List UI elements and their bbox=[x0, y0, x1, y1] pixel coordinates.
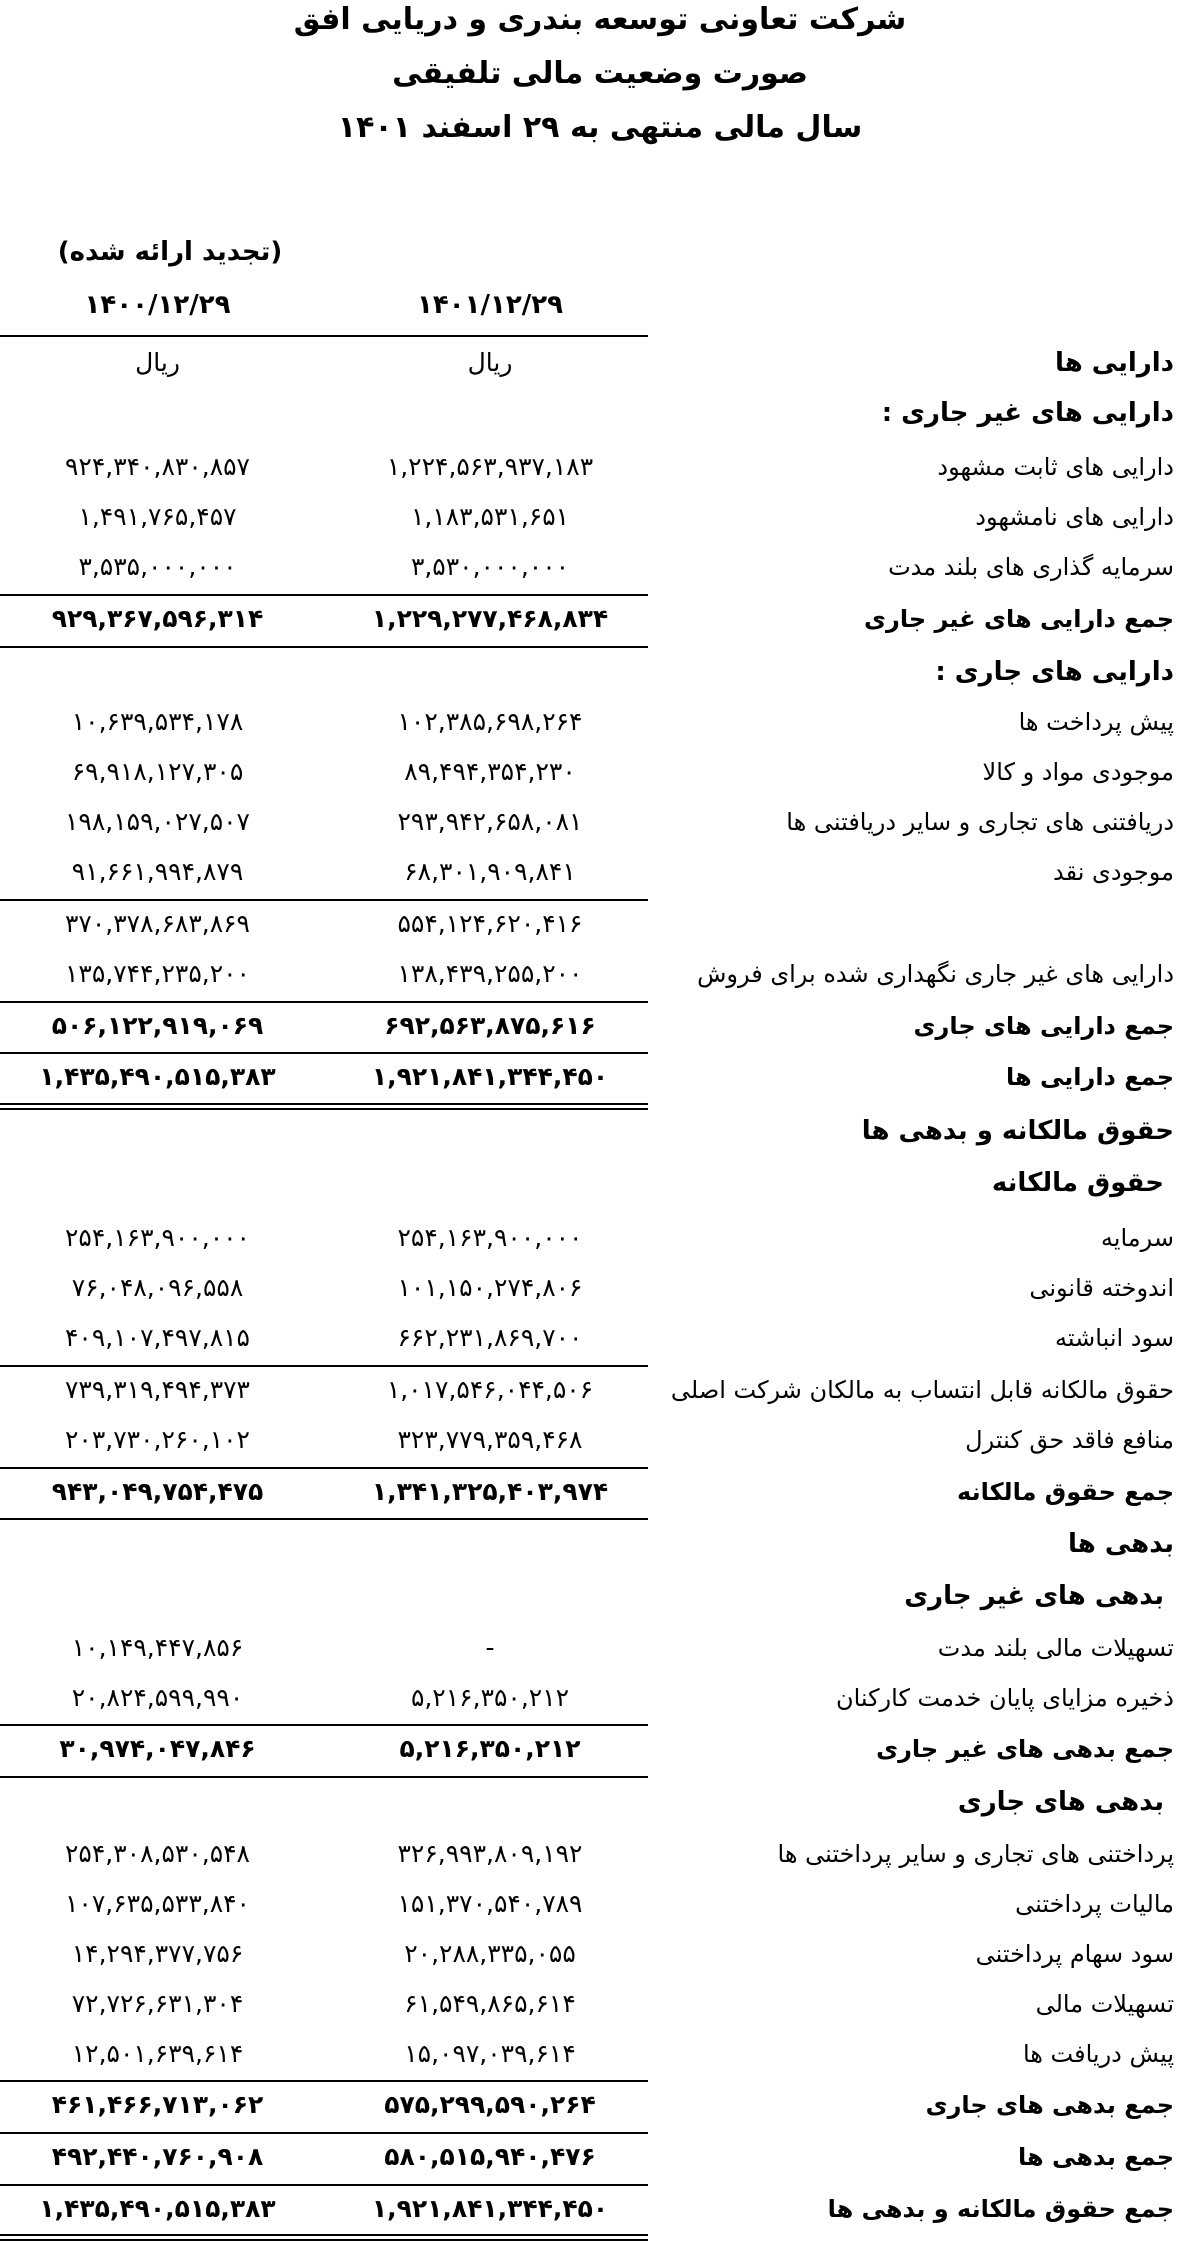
value-1400: ۱۴,۲۹۴,۳۷۷,۷۵۶ bbox=[71, 1939, 244, 1968]
table-row bbox=[0, 1674, 1200, 1722]
value-1400: ۱۹۸,۱۵۹,۰۲۷,۵۰۷ bbox=[65, 807, 250, 836]
value-1400: ۲۰,۸۲۴,۵۹۹,۹۹۰ bbox=[71, 1683, 244, 1712]
value-1400: ۴۶۱,۴۶۶,۷۱۳,۰۶۲ bbox=[51, 2090, 264, 2119]
value-1401: ۳,۵۳۰,۰۰۰,۰۰۰ bbox=[410, 552, 570, 581]
row-label: سرمایه گذاری های بلند مدت bbox=[888, 553, 1174, 581]
value-1400: ۹۴۳,۰۴۹,۷۵۴,۴۷۵ bbox=[51, 1477, 264, 1506]
subtotal-row bbox=[0, 1366, 1200, 1414]
column-header-1400: ۱۴۰۰/۱۲/۲۹ bbox=[84, 290, 231, 320]
row-label: ذخیره مزایای پایان خدمت کارکنان bbox=[835, 1684, 1174, 1712]
total-row bbox=[0, 595, 1200, 643]
section-heading bbox=[0, 389, 1200, 437]
value-1401: ۵۵۴,۱۲۴,۶۲۰,۴۱۶ bbox=[397, 909, 583, 938]
table-row bbox=[0, 1264, 1200, 1312]
table-row bbox=[0, 443, 1200, 491]
table-row bbox=[0, 2030, 1200, 2078]
unit-1400: ریال bbox=[135, 348, 180, 377]
table-row bbox=[0, 1830, 1200, 1878]
table-row bbox=[0, 493, 1200, 541]
table-row bbox=[0, 1214, 1200, 1262]
value-1401: ۸۹,۴۹۴,۳۵۴,۲۳۰ bbox=[404, 757, 576, 786]
value-1401: ۱۵۱,۳۷۰,۵۴۰,۷۸۹ bbox=[397, 1889, 583, 1918]
unit-row bbox=[0, 339, 1200, 387]
table-row bbox=[0, 1980, 1200, 2028]
value-1401: ۱,۲۲۴,۵۶۳,۹۳۷,۱۸۳ bbox=[386, 452, 594, 481]
section-heading bbox=[0, 648, 1200, 696]
value-1400: ۹۲۴,۳۴۰,۸۳۰,۸۵۷ bbox=[65, 452, 250, 481]
value-1401: ۲۰,۲۸۸,۳۳۵,۰۵۵ bbox=[404, 1939, 576, 1968]
value-1400: ۱۰,۶۳۹,۵۳۴,۱۷۸ bbox=[71, 707, 244, 736]
value-1401: ۱,۹۲۱,۸۴۱,۳۴۴,۴۵۰ bbox=[371, 1062, 609, 1091]
value-1401: ۶۱,۵۴۹,۸۶۵,۶۱۴ bbox=[404, 1989, 576, 2018]
row-label: بدهی های غیر جاری bbox=[904, 1581, 1164, 1611]
section-heading bbox=[0, 1159, 1200, 1207]
value-1400: ۴۰۹,۱۰۷,۴۹۷,۸۱۵ bbox=[65, 1323, 250, 1352]
value-1401: ۶۸,۳۰۱,۹۰۹,۸۴۱ bbox=[404, 857, 576, 886]
value-1400: ۳۷۰,۳۷۸,۶۸۳,۸۶۹ bbox=[65, 909, 250, 938]
value-1401: ۱۰۱,۱۵۰,۲۷۴,۸۰۶ bbox=[397, 1273, 583, 1302]
table-row bbox=[0, 543, 1200, 591]
row-label: جمع دارایی های غیر جاری bbox=[864, 605, 1174, 633]
value-1401: ۵۷۵,۲۹۹,۵۹۰,۲۶۴ bbox=[384, 2090, 596, 2119]
value-1400: ۱,۴۳۵,۴۹۰,۵۱۵,۳۸۳ bbox=[39, 1062, 276, 1091]
row-label: مالیات پرداختنی bbox=[1015, 1890, 1174, 1918]
value-1400: ۷۳۹,۳۱۹,۴۹۴,۳۷۳ bbox=[65, 1375, 250, 1404]
total-row bbox=[0, 1053, 1200, 1101]
row-label: جمع حقوق مالکانه bbox=[957, 1478, 1174, 1506]
total-row bbox=[0, 1468, 1200, 1516]
row-label: بدهی ها bbox=[1068, 1529, 1174, 1559]
table-row bbox=[0, 798, 1200, 846]
restated-note: (تجدید ارائه شده) bbox=[57, 237, 283, 267]
value-1401: ۱۵,۰۹۷,۰۳۹,۶۱۴ bbox=[404, 2039, 576, 2068]
statement-title: صورت وضعیت مالی تلفیقی bbox=[392, 56, 808, 91]
row-label: جمع بدهی ها bbox=[1018, 2143, 1174, 2171]
value-1401: ۲۹۳,۹۴۲,۶۵۸,۰۸۱ bbox=[397, 807, 583, 836]
row-label: جمع حقوق مالکانه و بدهی ها bbox=[827, 2195, 1174, 2223]
row-label: دارایی های جاری : bbox=[935, 657, 1174, 687]
value-1401: ۱,۹۲۱,۸۴۱,۳۴۴,۴۵۰ bbox=[371, 2194, 609, 2223]
value-1400: ۹۲۹,۳۶۷,۵۹۶,۳۱۴ bbox=[51, 604, 264, 633]
row-label: دارایی های ثابت مشهود bbox=[937, 453, 1174, 481]
table-row bbox=[0, 698, 1200, 746]
value-1400: ۹۱,۶۶۱,۹۹۴,۸۷۹ bbox=[71, 857, 244, 886]
value-1401: ۵,۲۱۶,۳۵۰,۲۱۲ bbox=[399, 1734, 581, 1763]
value-1401: ۱,۳۴۱,۳۲۵,۴۰۳,۹۷۴ bbox=[371, 1477, 609, 1506]
row-label: حقوق مالکانه bbox=[991, 1168, 1164, 1198]
grand-total-double-underline bbox=[0, 2234, 648, 2241]
value-1401: ۱,۲۲۹,۲۷۷,۴۶۸,۸۳۴ bbox=[371, 604, 609, 633]
row-label: حقوق مالکانه و بدهی ها bbox=[861, 1116, 1174, 1146]
row-label: دارایی های غیر جاری : bbox=[881, 398, 1174, 428]
row-label: سود سهام پرداختنی bbox=[975, 1940, 1174, 1968]
value-1401: ۶۶۲,۲۳۱,۸۶۹,۷۰۰ bbox=[397, 1323, 583, 1352]
value-1400: ۳۰,۹۷۴,۰۴۷,۸۴۶ bbox=[59, 1734, 256, 1763]
value-1400: ۱۰۷,۶۳۵,۵۳۳,۸۴۰ bbox=[65, 1889, 250, 1918]
column-header-1401: ۱۴۰۱/۱۲/۲۹ bbox=[417, 290, 563, 320]
value-1400: ۲۵۴,۳۰۸,۵۳۰,۵۴۸ bbox=[65, 1839, 250, 1868]
unit-1401: ریال bbox=[467, 348, 513, 377]
table-row bbox=[0, 1314, 1200, 1362]
period-title: سال مالی منتهی به ۲۹ اسفند ۱۴۰۱ bbox=[337, 110, 863, 145]
section-heading: دارایی ها bbox=[1054, 348, 1174, 378]
value-1400: ۷۶,۰۴۸,۰۹۶,۵۵۸ bbox=[71, 1273, 244, 1302]
value-1400: ۱۲,۵۰۱,۶۳۹,۶۱۴ bbox=[71, 2039, 244, 2068]
value-1401: - bbox=[485, 1633, 495, 1662]
section-heading bbox=[0, 1778, 1200, 1826]
row-label: پرداختنی های تجاری و سایر پرداختنی ها bbox=[777, 1840, 1174, 1868]
row-label: منافع فاقد حق کنترل bbox=[965, 1426, 1174, 1454]
row-label: موجودی نقد bbox=[1052, 858, 1174, 886]
value-1400: ۳,۵۳۵,۰۰۰,۰۰۰ bbox=[78, 552, 237, 581]
value-1401: ۶۹۲,۵۶۳,۸۷۵,۶۱۶ bbox=[384, 1011, 596, 1040]
value-1401: ۱,۱۸۳,۵۳۱,۶۵۱ bbox=[410, 502, 570, 531]
total-row bbox=[0, 2185, 1200, 2233]
total-row bbox=[0, 2081, 1200, 2129]
row-label: پیش پرداخت ها bbox=[1018, 708, 1174, 736]
value-1400: ۱۰,۱۴۹,۴۴۷,۸۵۶ bbox=[71, 1633, 244, 1662]
company-name: شرکت تعاونی توسعه بندری و دریایی افق bbox=[293, 2, 907, 37]
value-1401: ۱۰۲,۳۸۵,۶۹۸,۲۶۴ bbox=[397, 707, 583, 736]
row-label: جمع بدهی های جاری bbox=[925, 2091, 1174, 2119]
value-1401: ۳۲۶,۹۹۳,۸۰۹,۱۹۲ bbox=[397, 1839, 583, 1868]
value-1400: ۱,۴۹۱,۷۶۵,۴۵۷ bbox=[78, 502, 237, 531]
section-heading bbox=[0, 1520, 1200, 1568]
table-row bbox=[0, 848, 1200, 896]
table-row bbox=[0, 1880, 1200, 1928]
table-row bbox=[0, 1416, 1200, 1464]
row-label: تسهیلات مالی بلند مدت bbox=[937, 1634, 1174, 1662]
row-label: جمع بدهی های غیر جاری bbox=[876, 1735, 1174, 1763]
section-heading bbox=[0, 1107, 1200, 1155]
value-1400: ۵۰۶,۱۲۲,۹۱۹,۰۶۹ bbox=[51, 1011, 264, 1040]
value-1400: ۱,۴۳۵,۴۹۰,۵۱۵,۳۸۳ bbox=[39, 2194, 276, 2223]
table-row bbox=[0, 1930, 1200, 1978]
row-label: سرمایه bbox=[1100, 1224, 1174, 1252]
table-row bbox=[0, 1624, 1200, 1672]
value-1401: ۲۵۴,۱۶۳,۹۰۰,۰۰۰ bbox=[397, 1223, 583, 1252]
row-label: دارایی های غیر جاری نگهداری شده برای فروش bbox=[697, 960, 1174, 988]
row-label: حقوق مالکانه قابل انتساب به مالکان شرکت اصلی bbox=[670, 1376, 1174, 1404]
table-row bbox=[0, 950, 1200, 998]
row-label: دریافتنی های تجاری و سایر دریافتنی ها bbox=[786, 808, 1174, 836]
value-1400: ۱۳۵,۷۴۴,۲۳۵,۲۰۰ bbox=[65, 959, 250, 988]
total-row bbox=[0, 2133, 1200, 2181]
header-divider bbox=[0, 335, 648, 337]
row-label: جمع دارایی های جاری bbox=[913, 1012, 1174, 1040]
value-1401: ۱۳۸,۴۳۹,۲۵۵,۲۰۰ bbox=[397, 959, 583, 988]
value-1401: ۵۸۰,۵۱۵,۹۴۰,۴۷۶ bbox=[384, 2142, 596, 2171]
row-label: سود انباشته bbox=[1055, 1324, 1174, 1352]
row-label: اندوخته قانونی bbox=[1029, 1274, 1174, 1302]
value-1401: ۳۲۳,۷۷۹,۳۵۹,۴۶۸ bbox=[397, 1425, 583, 1454]
row-label: موجودی مواد و کالا bbox=[982, 758, 1174, 786]
value-1400: ۲۰۳,۷۳۰,۲۶۰,۱۰۲ bbox=[65, 1425, 250, 1454]
value-1400: ۷۲,۷۲۶,۶۳۱,۳۰۴ bbox=[71, 1989, 244, 2018]
row-label: جمع دارایی ها bbox=[1005, 1063, 1174, 1091]
value-1401: ۵,۲۱۶,۳۵۰,۲۱۲ bbox=[410, 1683, 570, 1712]
value-1400: ۶۹,۹۱۸,۱۲۷,۳۰۵ bbox=[71, 757, 244, 786]
total-row bbox=[0, 1002, 1200, 1050]
row-label: بدهی های جاری bbox=[957, 1787, 1164, 1817]
value-1401: ۱,۰۱۷,۵۴۶,۰۴۴,۵۰۶ bbox=[386, 1375, 594, 1404]
section-heading bbox=[0, 1572, 1200, 1620]
value-1400: ۴۹۲,۴۴۰,۷۶۰,۹۰۸ bbox=[51, 2142, 264, 2171]
value-1400: ۲۵۴,۱۶۳,۹۰۰,۰۰۰ bbox=[65, 1223, 250, 1252]
subtotal-row bbox=[0, 900, 1200, 948]
row-label: تسهیلات مالی bbox=[1035, 1990, 1174, 2018]
row-label: دارایی های نامشهود bbox=[975, 503, 1174, 531]
row-label: پیش دریافت ها bbox=[1022, 2040, 1174, 2068]
table-row bbox=[0, 748, 1200, 796]
total-row bbox=[0, 1725, 1200, 1773]
